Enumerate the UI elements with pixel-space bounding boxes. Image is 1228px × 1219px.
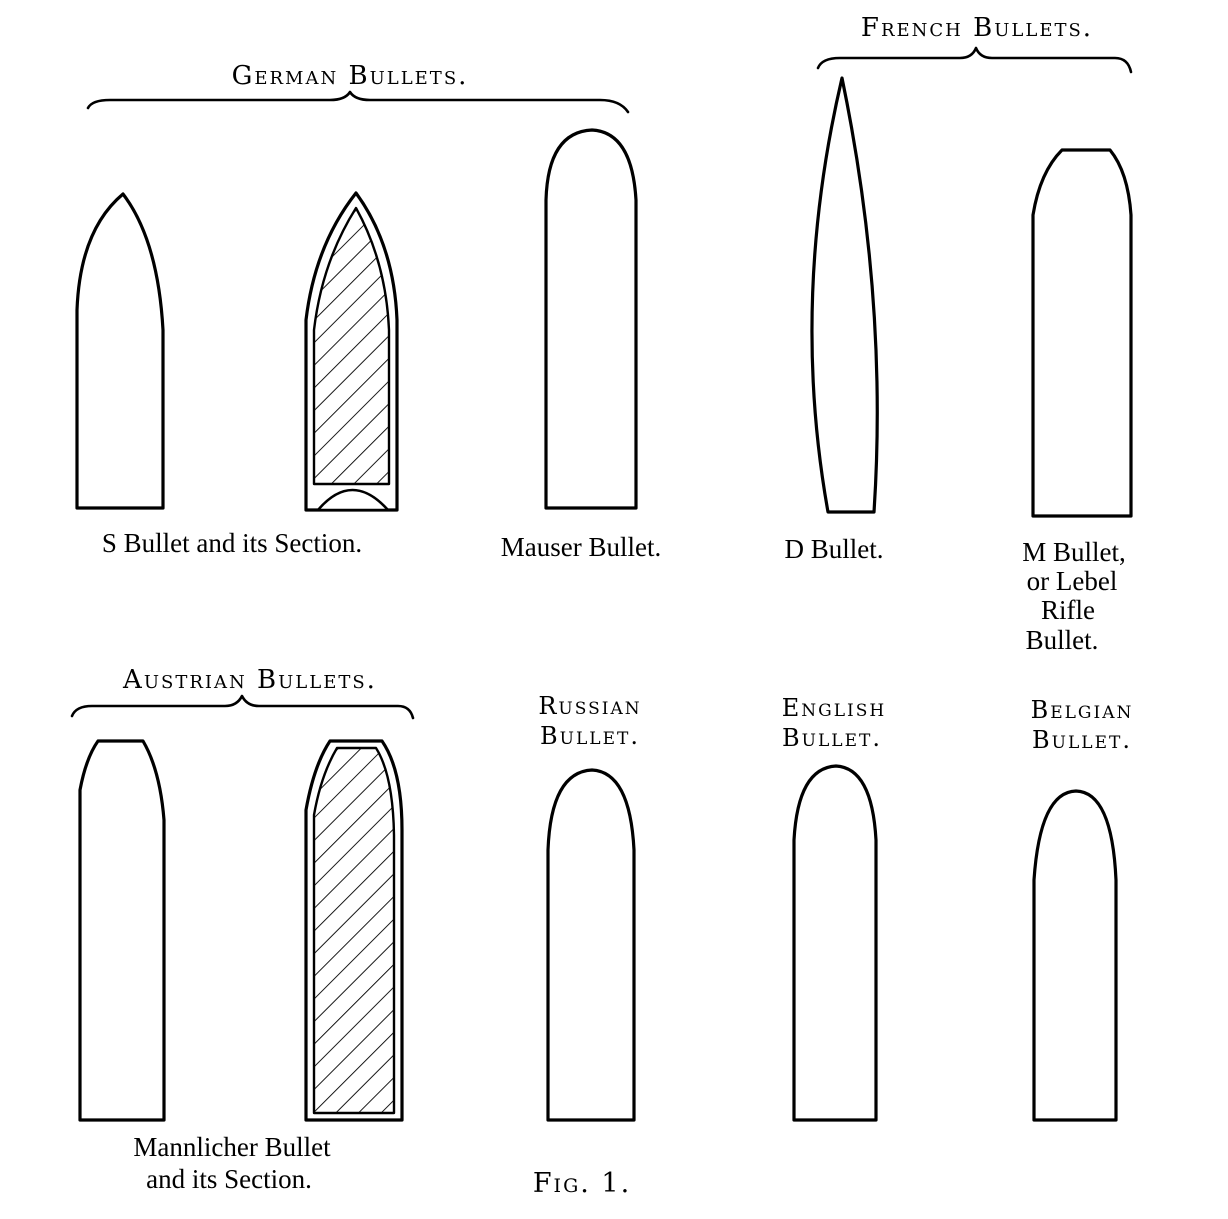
russian-label-line-1: Russian — [538, 692, 642, 720]
mannlicher-bullet-outline — [80, 741, 164, 1120]
russian-label-line-2: Bullet. — [540, 722, 640, 750]
m-bullet — [1033, 150, 1131, 516]
mauser-caption: Mauser Bullet. — [500, 532, 662, 562]
russian-bullet — [548, 770, 634, 1120]
figure-number: Fig. 1. — [532, 1168, 632, 1199]
german-brace — [88, 92, 628, 112]
d-bullet — [812, 78, 877, 512]
french-group-heading: French Bullets. — [860, 13, 1094, 43]
m-bullet-caption-line-3: Rifle — [1041, 595, 1095, 625]
d-bullet-caption: D Bullet. — [784, 534, 884, 564]
s-bullet-caption: S Bullet and its Section. — [101, 528, 363, 558]
french-brace — [818, 48, 1131, 72]
german-group-heading: German Bullets. — [231, 61, 469, 91]
mauser-bullet — [546, 130, 636, 508]
mannlicher-caption-line-1: Mannlicher Bullet — [133, 1132, 331, 1162]
m-bullet-caption-line-2: or Lebel — [1026, 566, 1118, 596]
m-bullet-caption-line-1: M Bullet, — [1022, 537, 1126, 567]
english-label-line-1: English — [781, 694, 887, 722]
belgian-label-line-1: Belgian — [1030, 696, 1134, 724]
s-bullet-outline — [77, 194, 163, 508]
m-bullet-caption-line-4: Bullet. — [1025, 625, 1099, 655]
english-label-line-2: Bullet. — [782, 724, 882, 752]
mannlicher-caption-line-2: and its Section. — [146, 1164, 312, 1194]
english-bullet — [794, 766, 876, 1120]
mannlicher-section-core — [314, 748, 394, 1113]
belgian-label-line-2: Bullet. — [1032, 726, 1132, 754]
austrian-brace — [72, 696, 413, 718]
belgian-bullet — [1034, 791, 1116, 1120]
austrian-group-heading: Austrian Bullets. — [123, 665, 377, 695]
